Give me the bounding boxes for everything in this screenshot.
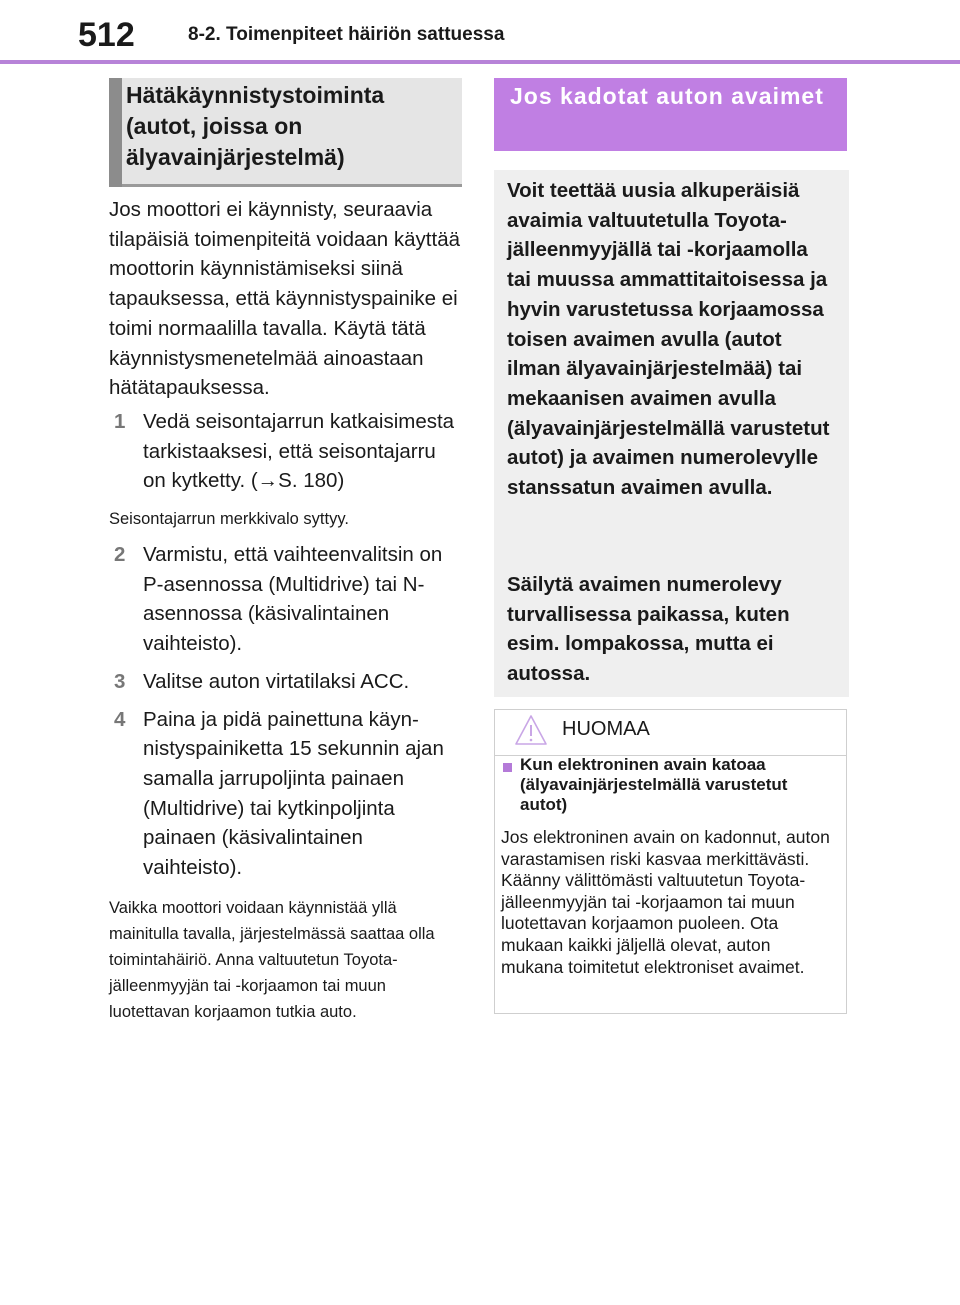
chapter-title: 8-2. Toimenpiteet häiriön sattuessa [188,24,505,45]
step-text: Varmistu, että vaihteenvalitsin on P-asennossa (Multidrive) tai N-asennossa (käsivalintainen vaihteisto). [143,543,443,656]
section-heading: Hätäkäynnistystoiminta (autot, joissa on älyavainjärjestelmä) [126,82,385,170]
key-loss-heading-box [494,78,847,151]
notice-header [495,710,846,756]
key-loss-heading: Jos kadotat auton avaimet [510,83,824,109]
page-number: 512 [78,16,135,54]
intro-paragraph: Jos moottori ei käynnisty, seuraavia tilapäisiä toimenpiteitä voidaan käyttää moottorin käynnistämiseksi siinä tapauksessa, että käynnistyspainike ei toimi normaalilla tavalla. Käytä tätä käynnistysmenetelmää ainoastaan hätätapauksessa. [109,198,460,400]
warning-triangle-icon [514,714,548,746]
page-header [0,0,960,64]
key-loss-panel [494,170,849,697]
section-heading-bar [109,78,122,187]
section-heading-box [109,78,462,187]
step-1-note: Seisontajarrun merkkivalo syttyy. [109,510,349,529]
step-3 [109,667,464,697]
step-text: Paina ja pidä painettuna käynnistyspainiketta 15 sekunnin ajan samalla jarrupoljinta painaen (Multidrive) tai kytkinpoljinta painaen (käsivalintainen vaihteisto). [143,707,444,880]
closing-paragraph: Vaikka moottori voidaan käynnistää yllä mainitulla tavalla, järjestelmässä saattaa olla toimintahäiriö. Anna valtuutetun Toyota-jälleenmyyjän tai -korjaamon tai muun luotettavan korjaamon tutkia auto. [109,898,435,1021]
key-loss-paragraph-2: Säilytä avaimen numerolevy turvallisessa paikassa, kuten esim. lompakossa, mutta ei autossa. [507,573,790,686]
step-number: 4 [114,707,126,731]
step-text: Valitse auton virtatilaksi ACC. [143,669,410,693]
step-number: 3 [114,669,126,693]
step-text: Vedä seisontajarrun katkaisimesta tarkistaaksesi, että seisontajarru on kytketty. (→S. 180) [143,409,455,493]
step-4 [109,705,464,883]
notice-title: HUOMAA [562,718,650,740]
notice-subtitle: Kun elektroninen avain katoaa (älyavainjärjestelmällä varustetut autot) [520,755,788,814]
square-bullet-icon [503,763,512,772]
notice-body: Jos elektroninen avain on kadonnut, auton varastamisen riski kasvaa merkittävästi. Käänny välittömästi valtuutetun Toyota-jälleenmyyjän tai -korjaamon tai muun luotettavan korjaamon puoleen. Ota mukaan kaikki jäljellä olevat, auton mukana toimitetut elektroniset avaimet. [501,827,830,977]
header-rule [0,60,960,64]
step-2 [109,540,464,659]
left-column [109,195,464,1025]
notice-box [494,709,847,1014]
step-number: 1 [114,409,126,433]
step-1 [109,407,464,496]
step-number: 2 [114,543,126,567]
key-loss-paragraph-1: Voit teettää uusia alkuperäisiä avaimia valtuutetulla Toyota-jälleenmyyjällä tai -korjaamolla tai muussa ammattitaitoisessa ja hyvin varustetussa korjaamossa toisen avaimen avulla (autot ilman älyavainjärjestelmää) tai mekaanisen avaimen avulla (älyavainjärjestelmällä varustetut autot) ja avaimen numerolevylle stanssatun avaimen avulla. [507,179,830,500]
